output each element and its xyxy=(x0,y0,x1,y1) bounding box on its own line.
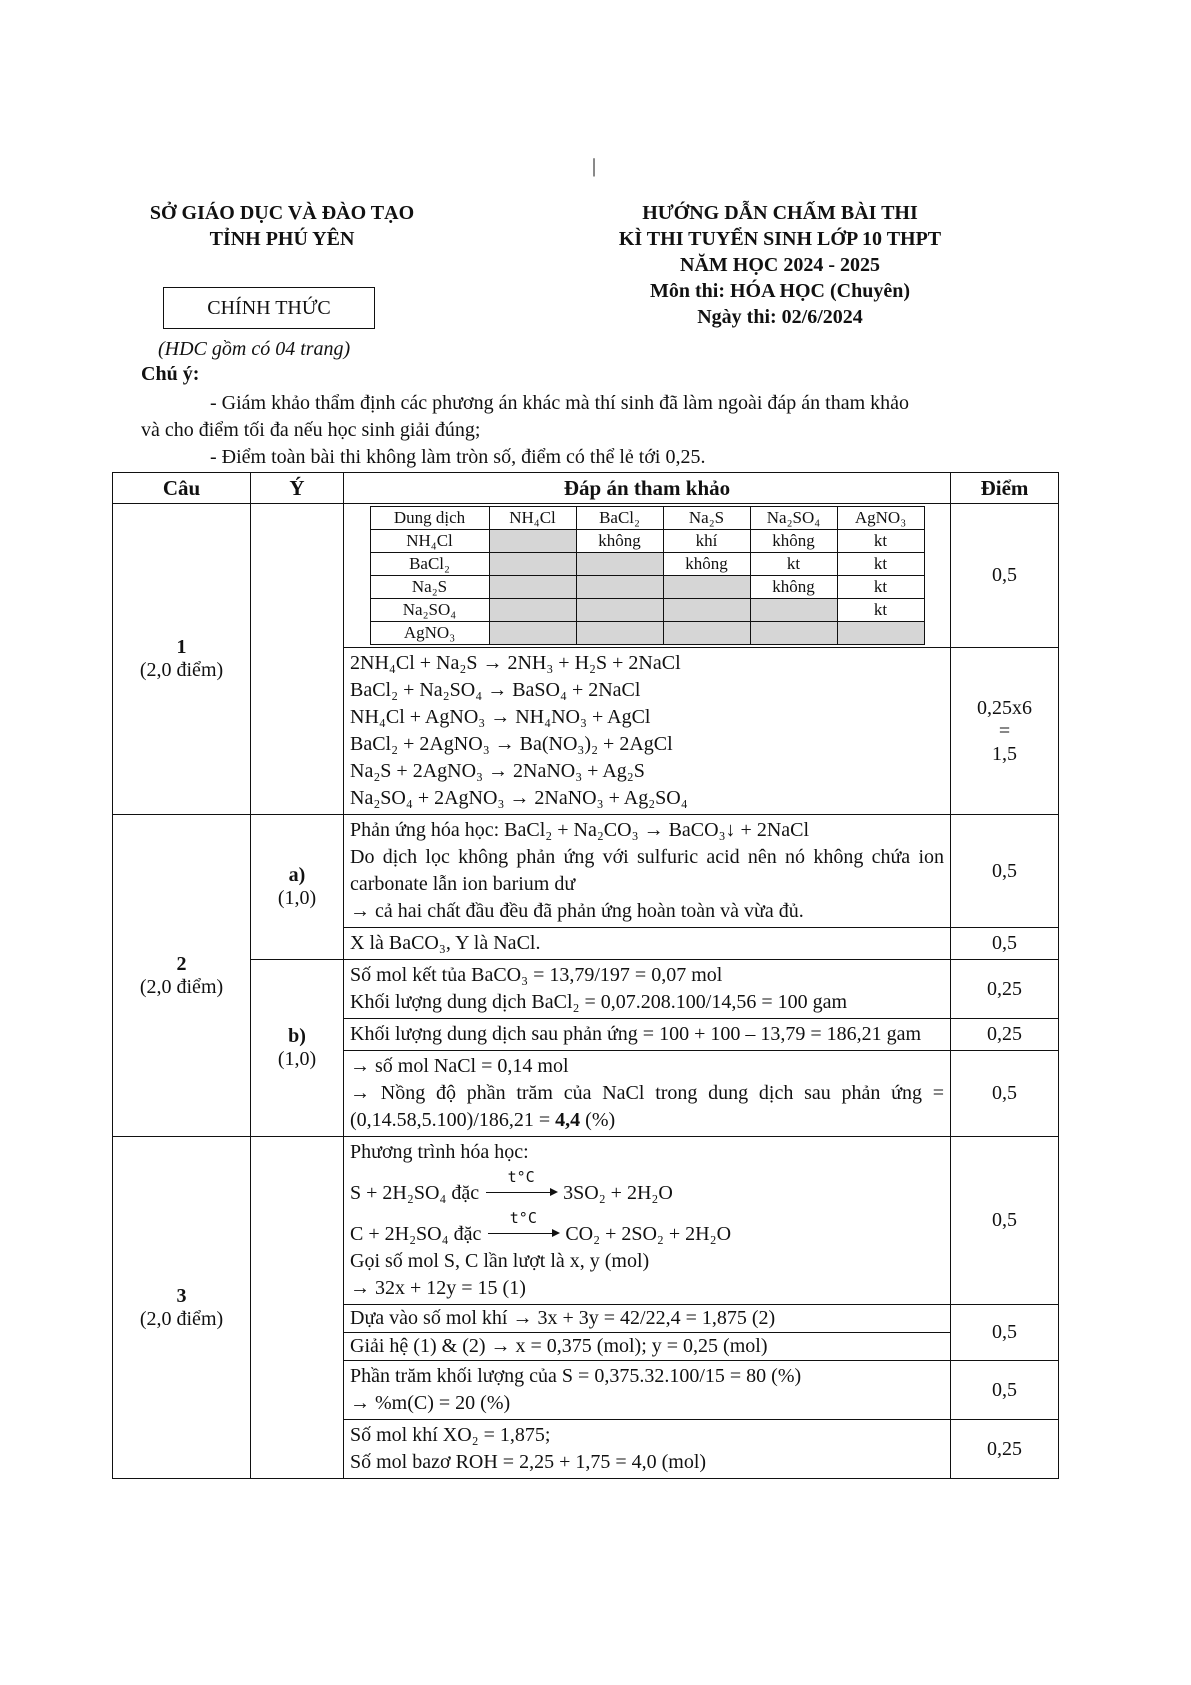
q2-label-cell xyxy=(113,815,251,1137)
q3-label-cell xyxy=(113,1137,251,1479)
q1-matrix-cell xyxy=(344,504,951,648)
score-line: 1,5 xyxy=(992,742,1017,765)
matrix-cell-shaded xyxy=(576,553,663,576)
equation-line: NH₄Cl + AgNO₃ → NH₄NO₃ + AgCl xyxy=(350,706,651,728)
q3-r3-answer-cell xyxy=(344,1361,951,1420)
answer-table xyxy=(112,472,1059,1479)
heat-arrow-icon xyxy=(486,1209,560,1248)
matrix-cell-shaded xyxy=(576,576,663,599)
matrix-cell-shaded xyxy=(489,576,576,599)
q2b2-answer-cell: Khối lượng dung dịch sau phản ứng = 100 + 100 – 13,79 = 186,21 gam xyxy=(344,1019,951,1051)
answer-line: Khối lượng dung dịch BaCl₂ = 0,07.208.100/14,56 = 100 gam xyxy=(350,991,848,1013)
header-answer: Đáp án tham khảo xyxy=(344,473,951,504)
q1-number: 1 xyxy=(176,636,187,658)
matrix-cell: kt xyxy=(837,553,924,576)
title-line-3: NĂM HỌC 2024 - 2025 xyxy=(680,254,880,276)
title-line-4: Môn thi: HÓA HỌC (Chuyên) xyxy=(649,280,911,302)
equation-line: 2NH₄Cl + Na₂S → 2NH₃ + H₂S + 2NaCl xyxy=(350,652,681,674)
heat-arrow-icon xyxy=(484,1168,558,1207)
official-stamp-box: CHÍNH THỨC xyxy=(163,287,375,329)
issuer-line-1: SỞ GIÁO DỤC VÀ ĐÀO TẠO xyxy=(149,202,415,224)
matrix-cell: Na₂SO₄ xyxy=(370,599,489,622)
equation-line: BaCl₂ + 2AgNO₃ → Ba(NO₃)₂ + 2AgCl xyxy=(350,733,673,755)
matrix-cell-shaded xyxy=(663,599,750,622)
matrix-header: Dung dịch xyxy=(370,507,489,530)
answer-line: → %m(C) = 20 (%) xyxy=(350,1392,511,1414)
matrix-cell: kt xyxy=(837,599,924,622)
q3-r2-answer-cell xyxy=(344,1305,951,1333)
answer-result: 4,4 xyxy=(555,1109,581,1131)
matrix-cell-shaded xyxy=(750,622,837,645)
matrix-cell: không xyxy=(750,576,837,599)
matrix-cell-shaded xyxy=(489,553,576,576)
q2b-points: (1,0) xyxy=(277,1048,317,1070)
answer-line: Phương trình hóa học: xyxy=(350,1141,529,1163)
equation-left: C + 2H₂SO₄ đặc xyxy=(350,1223,482,1245)
matrix-header-row xyxy=(370,507,924,530)
answer-line: Gọi số mol S, C lần lượt là x, y (mol) xyxy=(350,1250,650,1272)
matrix-cell: khí xyxy=(663,530,750,553)
equation-line: Na₂SO₄ + 2AgNO₃ → 2NaNO₃ + Ag₂SO₄ xyxy=(350,787,688,809)
matrix-cell-shaded xyxy=(837,622,924,645)
answer-line: Dựa vào số mol khí → 3x + 3y = 42/22,4 = 1,875 (2) xyxy=(350,1307,776,1329)
q3-r4-score: 0,25 xyxy=(951,1420,1059,1479)
matrix-cell-shaded xyxy=(750,599,837,622)
title-line-1: HƯỚNG DẪN CHẤM BÀI THI xyxy=(642,202,918,224)
matrix-cell: NH₄Cl xyxy=(370,530,489,553)
q1-equations-score xyxy=(951,648,1059,815)
q3-r1-score: 0,5 xyxy=(951,1137,1059,1305)
matrix-cell: Na₂S xyxy=(370,576,489,599)
matrix-header: Na₂S xyxy=(663,507,750,530)
q2-row-a1 xyxy=(113,815,1059,928)
answer-line xyxy=(350,1080,944,1134)
table-header-row xyxy=(113,473,1059,504)
document-title-block xyxy=(560,200,1000,330)
matrix-cell: kt xyxy=(750,553,837,576)
q2b-label-cell xyxy=(251,960,344,1137)
q3-r1-answer-cell xyxy=(344,1137,951,1305)
q3-r3-score: 0,5 xyxy=(951,1361,1059,1420)
answer-line: Phản ứng hóa học: BaCl₂ + Na₂CO₃ → BaCO₃↓ + 2NaCl xyxy=(350,819,810,841)
q2a2-score: 0,5 xyxy=(951,928,1059,960)
answer-line: Số mol khí XO₂ = 1,875; xyxy=(350,1424,551,1446)
answer-line: Số mol kết tủa BaCO₃ = 13,79/197 = 0,07 mol xyxy=(350,964,723,986)
q3-sub-cell xyxy=(251,1137,344,1479)
title-line-2: KÌ THI TUYỂN SINH LỚP 10 THPT xyxy=(618,228,942,250)
answer-line: Do dịch lọc không phản ứng với sulfuric acid nên nó không chứa ion carbonate lẫn ion barium dư xyxy=(350,846,944,895)
q2b2-score: 0,25 xyxy=(951,1019,1059,1051)
note-line-2: và cho điểm tối đa nếu học sinh giải đúng; xyxy=(141,419,481,441)
answer-line: Giải hệ (1) & (2) → x = 0,375 (mol); y = 0,25 (mol) xyxy=(350,1335,768,1357)
q2a-label-cell xyxy=(251,815,344,960)
condition-label: t°C xyxy=(509,1209,537,1227)
note-title: Chú ý: xyxy=(141,363,200,385)
matrix-cell: kt xyxy=(837,576,924,599)
answer-line: Số mol bazơ ROH = 2,25 + 1,75 = 4,0 (mol) xyxy=(350,1451,707,1473)
matrix-cell: AgNO₃ xyxy=(370,622,489,645)
matrix-cell: không xyxy=(663,553,750,576)
matrix-cell-shaded xyxy=(663,622,750,645)
q2a-score: 0,5 xyxy=(951,815,1059,928)
q1-label-cell xyxy=(113,504,251,815)
condition-label: t°C xyxy=(507,1168,535,1186)
q1-matrix-score: 0,5 xyxy=(951,504,1059,648)
q2-row-b1 xyxy=(113,960,1059,1019)
matrix-row xyxy=(370,553,924,576)
q2a-points: (1,0) xyxy=(277,887,317,909)
matrix-cell-shaded xyxy=(489,622,576,645)
answer-line: Phần trăm khối lượng của S = 0,375.32.100/15 = 80 (%) xyxy=(350,1365,802,1387)
header-cau: Câu xyxy=(113,473,251,504)
matrix-cell-shaded xyxy=(663,576,750,599)
score-line: = xyxy=(998,719,1011,742)
q1-equations-cell xyxy=(344,648,951,815)
title-line-5: Ngày thi: 02/6/2024 xyxy=(697,306,863,328)
q2b1-answer-cell xyxy=(344,960,951,1019)
note-line-1: - Giám khảo thẩm định các phương án khác mà thí sinh đã làm ngoài đáp án tham khảo xyxy=(210,392,910,414)
matrix-header: BaCl₂ xyxy=(576,507,663,530)
q2b1-score: 0,25 xyxy=(951,960,1059,1019)
equation-left: S + 2H₂SO₄ đặc xyxy=(350,1182,480,1204)
matrix-cell: không xyxy=(576,530,663,553)
issuer-line-2: TỈNH PHÚ YÊN xyxy=(209,228,355,250)
q1-sub-cell xyxy=(251,504,344,815)
answer-line: → số mol NaCl = 0,14 mol xyxy=(350,1055,569,1077)
equation-right: 3SO₂ + 2H₂O xyxy=(563,1182,673,1204)
q3-number: 3 xyxy=(176,1284,187,1307)
q2b3-answer-cell xyxy=(344,1051,951,1137)
q2a-label: a) xyxy=(288,864,306,886)
equation-line: Na₂S + 2AgNO₃ → 2NaNO₃ + Ag₂S xyxy=(350,760,645,782)
equation-line xyxy=(350,1168,944,1207)
q3-r2-score: 0,5 xyxy=(951,1305,1059,1361)
matrix-header: NH₄Cl xyxy=(489,507,576,530)
matrix-row xyxy=(370,576,924,599)
answer-unit: (%) xyxy=(580,1109,616,1131)
matrix-header: Na₂SO₄ xyxy=(750,507,837,530)
header-score: Điểm xyxy=(951,473,1059,504)
answer-text: → Nồng độ phần trăm của NaCl trong dung dịch sau phản ứng = (0,14.58,5.100)/186,21 = xyxy=(350,1082,944,1131)
q1-row-matrix xyxy=(113,504,1059,648)
q2a2-answer-cell: X là BaCO₃, Y là NaCl. xyxy=(344,928,951,960)
matrix-row xyxy=(370,530,924,553)
matrix-cell: BaCl₂ xyxy=(370,553,489,576)
matrix-cell-shaded xyxy=(489,599,576,622)
equation-line xyxy=(350,1209,944,1248)
equation-line: BaCl₂ + Na₂SO₄ → BaSO₄ + 2NaCl xyxy=(350,679,641,701)
q3-points: (2,0 điểm) xyxy=(139,1307,224,1330)
q3-r4-answer-cell xyxy=(344,1420,951,1479)
q2a-answer-cell xyxy=(344,815,951,928)
q2-points: (2,0 điểm) xyxy=(139,975,224,998)
score-line: 0,25x6 xyxy=(977,696,1032,719)
q2b-label: b) xyxy=(288,1025,306,1047)
answer-line: → 32x + 12y = 15 (1) xyxy=(350,1277,526,1299)
equation-right: CO₂ + 2SO₂ + 2H₂O xyxy=(565,1223,732,1245)
q1-points: (2,0 điểm) xyxy=(139,659,224,681)
page-mark: | xyxy=(592,155,597,177)
issuer-header xyxy=(112,200,452,252)
q3-row-1 xyxy=(113,1137,1059,1305)
q2-number: 2 xyxy=(176,952,187,975)
matrix-row xyxy=(370,622,924,645)
q2b3-score: 0,5 xyxy=(951,1051,1059,1137)
matrix-cell: không xyxy=(750,530,837,553)
matrix-cell-shaded xyxy=(576,599,663,622)
matrix-row xyxy=(370,599,924,622)
note-line-3: - Điểm toàn bài thi không làm tròn số, điểm có thể lẻ tới 0,25. xyxy=(210,446,706,468)
matrix-header: AgNO₃ xyxy=(837,507,924,530)
header-y: Ý xyxy=(251,473,344,504)
q3-r2b-answer-cell xyxy=(344,1333,951,1361)
matrix-cell-shaded xyxy=(489,530,576,553)
page-count-note: (HDC gồm có 04 trang) xyxy=(158,338,351,360)
matrix-cell-shaded xyxy=(576,622,663,645)
matrix-cell: kt xyxy=(837,530,924,553)
answer-line: → cả hai chất đầu đều đã phản ứng hoàn toàn và vừa đủ. xyxy=(350,900,804,922)
reaction-matrix xyxy=(370,506,925,645)
